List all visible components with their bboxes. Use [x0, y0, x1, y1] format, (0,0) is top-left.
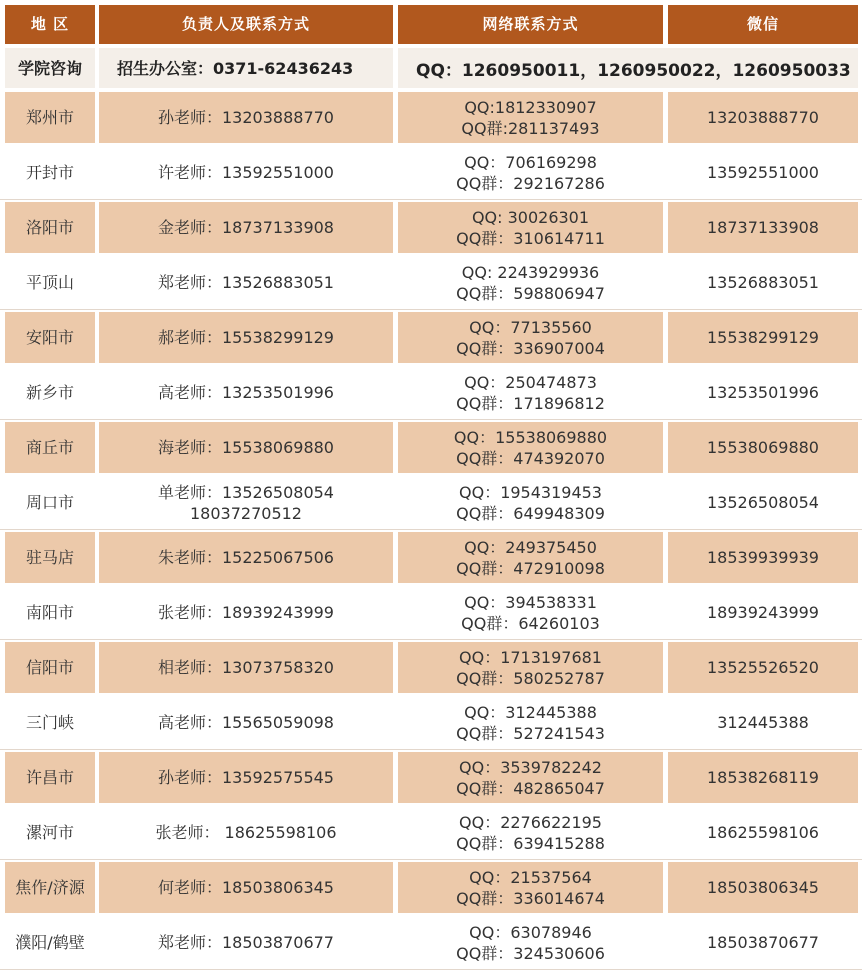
consult-qq: QQ：1260950011，1260950022，1260950033 — [398, 48, 858, 88]
network-cell-line: QQ群：64260103 — [461, 613, 600, 633]
person-cell-line: 郑老师：18503870677 — [158, 933, 334, 952]
table-row — [0, 257, 862, 308]
person-cell — [99, 202, 393, 253]
region-cell: 三门峡 — [5, 697, 95, 748]
network-cell — [398, 532, 663, 583]
region-cell: 南阳市 — [5, 587, 95, 638]
network-cell — [398, 477, 663, 528]
table-row — [0, 752, 862, 803]
consult-row — [0, 48, 862, 88]
row-divider — [0, 309, 862, 310]
network-cell — [398, 257, 663, 308]
network-cell-line: QQ群：171896812 — [456, 393, 605, 413]
person-cell-line: 张老师： 18625598106 — [155, 823, 337, 842]
network-cell-line: QQ群：292167286 — [456, 173, 605, 193]
network-cell — [398, 642, 663, 693]
person-cell-line: 高老师：13253501996 — [158, 383, 334, 402]
wechat-cell: 13203888770 — [668, 92, 858, 143]
wechat-cell: 18538268119 — [668, 752, 858, 803]
network-cell — [398, 697, 663, 748]
person-cell-line: 海老师：15538069880 — [158, 438, 334, 457]
person-cell-line: 金老师：18737133908 — [158, 218, 334, 237]
region-cell: 漯河市 — [5, 807, 95, 858]
wechat-cell: 18539939939 — [668, 532, 858, 583]
table-row — [0, 477, 862, 528]
network-cell-line: QQ群：598806947 — [456, 283, 605, 303]
network-cell — [398, 807, 663, 858]
region-cell: 郑州市 — [5, 92, 95, 143]
network-cell-line: QQ：2276622195 — [459, 812, 602, 832]
region-cell: 洛阳市 — [5, 202, 95, 253]
person-cell-line: 郑老师：13526883051 — [158, 273, 334, 292]
row-divider — [0, 639, 862, 640]
network-cell-line: QQ群：649948309 — [456, 503, 605, 523]
wechat-cell: 15538069880 — [668, 422, 858, 473]
network-cell-line: QQ群：336907004 — [456, 338, 605, 358]
wechat-cell: 18503870677 — [668, 917, 858, 968]
network-cell-line: QQ群：336014674 — [456, 888, 605, 908]
person-cell-line: 18037270512 — [190, 503, 302, 523]
region-cell: 焦作/济源 — [5, 862, 95, 913]
wechat-cell: 13253501996 — [668, 367, 858, 418]
network-cell — [398, 752, 663, 803]
network-cell — [398, 312, 663, 363]
header-person: 负责人及联系方式 — [99, 5, 393, 44]
person-cell — [99, 367, 393, 418]
network-cell-line: QQ群：472910098 — [456, 558, 605, 578]
network-cell-line: QQ: 30026301 — [471, 207, 590, 227]
table-row — [0, 532, 862, 583]
network-cell-line: QQ群：482865047 — [456, 778, 605, 798]
person-cell — [99, 642, 393, 693]
region-cell: 商丘市 — [5, 422, 95, 473]
header-region: 地 区 — [5, 5, 95, 44]
person-cell — [99, 147, 393, 198]
wechat-cell: 18503806345 — [668, 862, 858, 913]
table-row — [0, 202, 862, 253]
person-cell — [99, 92, 393, 143]
network-cell — [398, 367, 663, 418]
person-cell-line: 张老师：18939243999 — [158, 603, 334, 622]
network-cell — [398, 587, 663, 638]
network-cell-line: QQ：394538331 — [464, 592, 597, 612]
wechat-cell: 18939243999 — [668, 587, 858, 638]
person-cell — [99, 917, 393, 968]
region-cell: 安阳市 — [5, 312, 95, 363]
network-cell — [398, 92, 663, 143]
person-cell — [99, 862, 393, 913]
network-cell-line: QQ：706169298 — [464, 152, 597, 172]
region-cell: 濮阳/鹤壁 — [5, 917, 95, 968]
network-cell — [398, 202, 663, 253]
network-cell-line: QQ群:281137493 — [461, 118, 600, 138]
row-divider — [0, 419, 862, 420]
wechat-cell: 13525526520 — [668, 642, 858, 693]
region-cell: 驻马店 — [5, 532, 95, 583]
network-cell-line: QQ：3539782242 — [459, 757, 602, 777]
network-cell-line: QQ：1954319453 — [459, 482, 602, 502]
region-cell: 开封市 — [5, 147, 95, 198]
network-cell-line: QQ群：324530606 — [456, 943, 605, 963]
network-cell-line: QQ：15538069880 — [453, 427, 608, 447]
table-row — [0, 862, 862, 913]
person-cell-line: 许老师：13592551000 — [158, 163, 334, 182]
person-cell-line: 郝老师：15538299129 — [158, 328, 334, 347]
network-cell-line: QQ群：474392070 — [456, 448, 605, 468]
wechat-cell: 13526883051 — [668, 257, 858, 308]
region-cell: 周口市 — [5, 477, 95, 528]
network-cell-line: QQ群：639415288 — [456, 833, 605, 853]
network-cell-line: QQ：63078946 — [469, 922, 592, 942]
person-cell — [99, 697, 393, 748]
wechat-cell: 15538299129 — [668, 312, 858, 363]
person-cell — [99, 257, 393, 308]
person-cell-line: 高老师：15565059098 — [158, 713, 334, 732]
person-cell-line: 孙老师：13592575545 — [158, 768, 334, 787]
row-divider — [0, 749, 862, 750]
consult-label: 学院咨询 — [5, 48, 95, 88]
wechat-cell: 18625598106 — [668, 807, 858, 858]
table-row — [0, 422, 862, 473]
region-cell: 新乡市 — [5, 367, 95, 418]
network-cell-line: QQ:1812330907 — [464, 97, 597, 117]
table-row — [0, 697, 862, 748]
row-divider — [0, 199, 862, 200]
table-row — [0, 92, 862, 143]
wechat-cell: 13526508054 — [668, 477, 858, 528]
table-row — [0, 917, 862, 968]
network-cell-line: QQ群：310614711 — [456, 228, 605, 248]
header-network: 网络联系方式 — [398, 5, 663, 44]
person-cell — [99, 752, 393, 803]
person-cell-line: 朱老师：15225067506 — [158, 548, 334, 567]
consult-office: 招生办公室：0371-62436243 — [99, 48, 393, 88]
table-row — [0, 642, 862, 693]
person-cell — [99, 807, 393, 858]
network-cell — [398, 147, 663, 198]
network-cell-line: QQ: 2243929936 — [461, 262, 600, 282]
network-cell-line: QQ群：580252787 — [456, 668, 605, 688]
person-cell — [99, 477, 393, 528]
person-cell-line: 单老师：13526508054 — [158, 482, 334, 502]
person-cell — [99, 422, 393, 473]
network-cell — [398, 422, 663, 473]
person-cell-line: 孙老师：13203888770 — [158, 108, 334, 127]
table-row — [0, 147, 862, 198]
network-cell-line: QQ：1713197681 — [459, 647, 602, 667]
network-cell-line: QQ：312445388 — [464, 702, 597, 722]
network-cell-line: QQ群：527241543 — [456, 723, 605, 743]
table-row — [0, 367, 862, 418]
table-header — [0, 5, 862, 44]
wechat-cell: 312445388 — [668, 697, 858, 748]
person-cell — [99, 532, 393, 583]
wechat-cell: 18737133908 — [668, 202, 858, 253]
person-cell — [99, 587, 393, 638]
network-cell-line: QQ：250474873 — [464, 372, 597, 392]
network-cell-line: QQ：249375450 — [464, 537, 597, 557]
region-cell: 许昌市 — [5, 752, 95, 803]
table-row — [0, 312, 862, 363]
person-cell-line: 相老师：13073758320 — [158, 658, 334, 677]
wechat-cell: 13592551000 — [668, 147, 858, 198]
header-wechat: 微信 — [668, 5, 858, 44]
network-cell-line: QQ：77135560 — [469, 317, 592, 337]
network-cell-line: QQ：21537564 — [469, 867, 592, 887]
region-cell: 信阳市 — [5, 642, 95, 693]
network-cell — [398, 917, 663, 968]
network-cell — [398, 862, 663, 913]
table-row — [0, 587, 862, 638]
person-cell — [99, 312, 393, 363]
region-cell: 平顶山 — [5, 257, 95, 308]
person-cell-line: 何老师：18503806345 — [158, 878, 334, 897]
row-divider — [0, 859, 862, 860]
row-divider — [0, 529, 862, 530]
table-row — [0, 807, 862, 858]
